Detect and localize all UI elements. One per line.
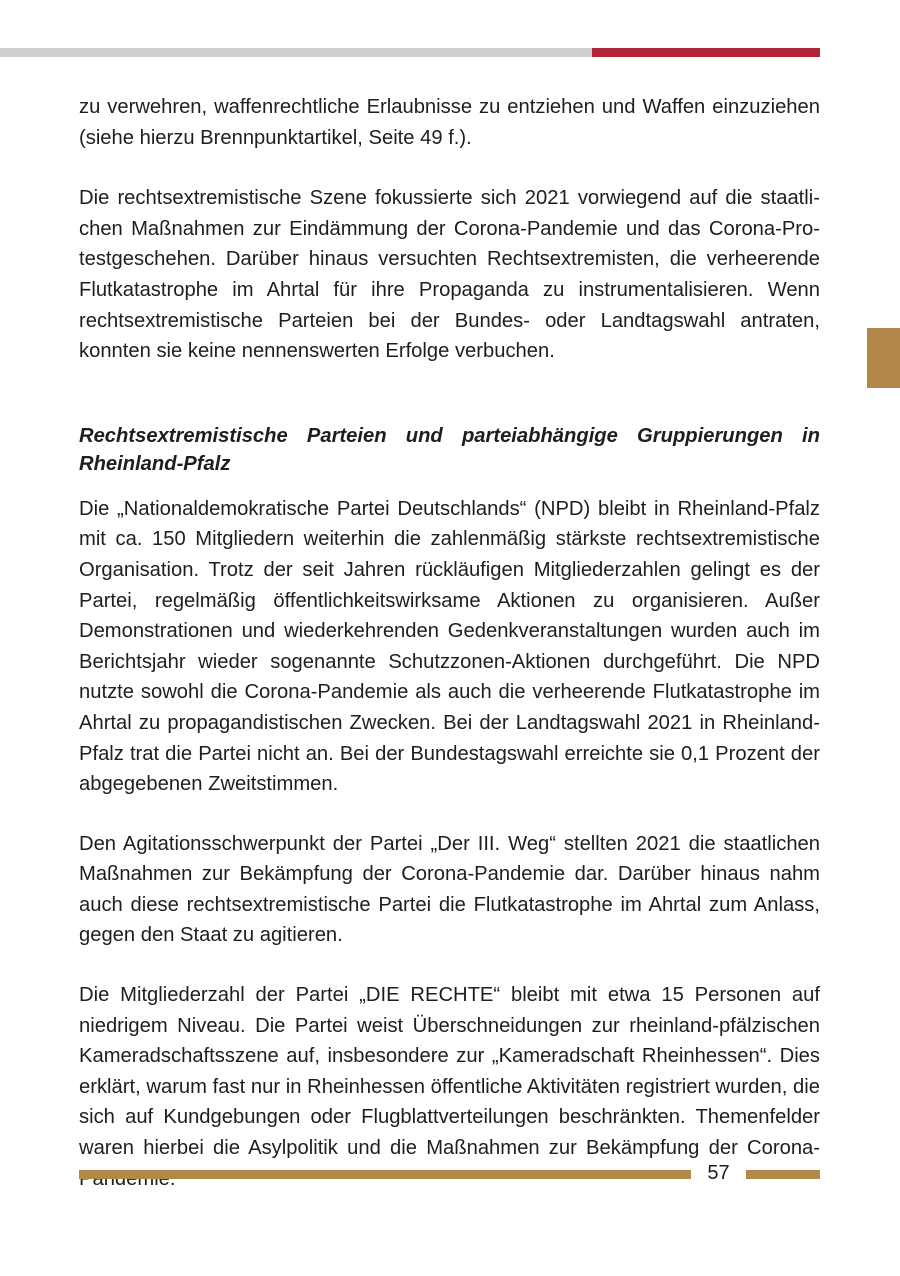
page-body [79, 92, 820, 1194]
page-number: 57 [707, 1162, 730, 1184]
section-heading: Rechtsextremistische Parteien und parteiabhängige Gruppierungen in Rheinland-Pfalz [79, 424, 820, 476]
header-bar-grey [0, 48, 592, 57]
footer-bar-left [79, 1170, 691, 1179]
paragraph-der-iii-weg: Den Agitationsschwerpunkt der Partei „Der III. Weg“ stellten 2021 die staatlichen Maßnahmen zur Bekämpfung der Corona-Pandemie dar. Darüber hinaus nahm auch diese rechtsextremistische Partei die Flutkatastrophe im Ahrtal zum Anlass, gegen den Staat zu agitieren. [79, 832, 820, 947]
header-bar-red [592, 48, 820, 57]
chapter-tab-marker [867, 328, 900, 388]
paragraph-npd: Die „Nationaldemokratische Partei Deutschlands“ (NPD) bleibt in Rheinland-Pfalz mit ca. 150 Mitgliedern weiterhin die zahlenmäßig stärkste rechtsextremistische Organisation. Trotz der seit Jahren rückläufigen Mitgliederzahlen gelingt es der Partei, regelmäßig öffentlichkeitswirksame Aktionen zu organisieren. Außer Demonstrationen und wiederkehrenden Gedenkveranstaltungen wurden auch im Berichtsjahr wieder sogenannte Schutzzonen-Aktionen durchgeführt. Die NPD nutzte sowohl die Corona-Pandemie als auch die verheerende Flutkatastrophe im Ahrtal zu propagandistischen Zwecken. Bei der Landtagswahl 2021 in Rheinland-Pfalz trat die Partei nicht an. Bei der Bundestagswahl erreichte sie 0,1 Prozent der abgegebenen Zweitstimmen. [79, 497, 820, 796]
paragraph-die-rechte: Die Mitgliederzahl der Partei „DIE RECHTE“ bleibt mit etwa 15 Personen auf niedrigem Niveau. Die Partei weist Überschneidungen zur rheinland-pfälzischen Kameradschaftsszene auf, insbesondere zur „Kameradschaft Rheinhessen“. Dies erklärt, warum fast nur in Rheinhessen öffentliche Aktivitäten registriert wurden, die sich auf Kundgebungen oder Flugblattverteilungen beschränkten. Themenfelder waren hierbei die Asylpolitik und die Maßnahmen zur Bekämpfung der Corona- [79, 984, 820, 1160]
paragraph-overview: Die rechtsextremistische Szene fokussierte sich 2021 vorwiegend auf die staatlichen Maßnahmen zur Eindämmung der Corona-Pandemie und das Corona-Protestgeschehen. Darüber hinaus versuchten Rechtsextremisten, die verheerende Flutkatastrophe im Ahrtal für ihre Propaganda zu instrumentalisieren. Wenn rechtsextremistische Parteien bei der Bundes- oder Landtagswahl antraten, konnten sie keine nennenswerten Erfolge verbuchen. [79, 187, 820, 363]
paragraph-intro-continuation: zu verwehren, waffenrechtliche Erlaubnisse zu entziehen und Waffen einzuziehen (siehe hierzu Brennpunktartikel, Seite 49 f.). [79, 96, 820, 149]
footer-bar-right [746, 1170, 820, 1179]
